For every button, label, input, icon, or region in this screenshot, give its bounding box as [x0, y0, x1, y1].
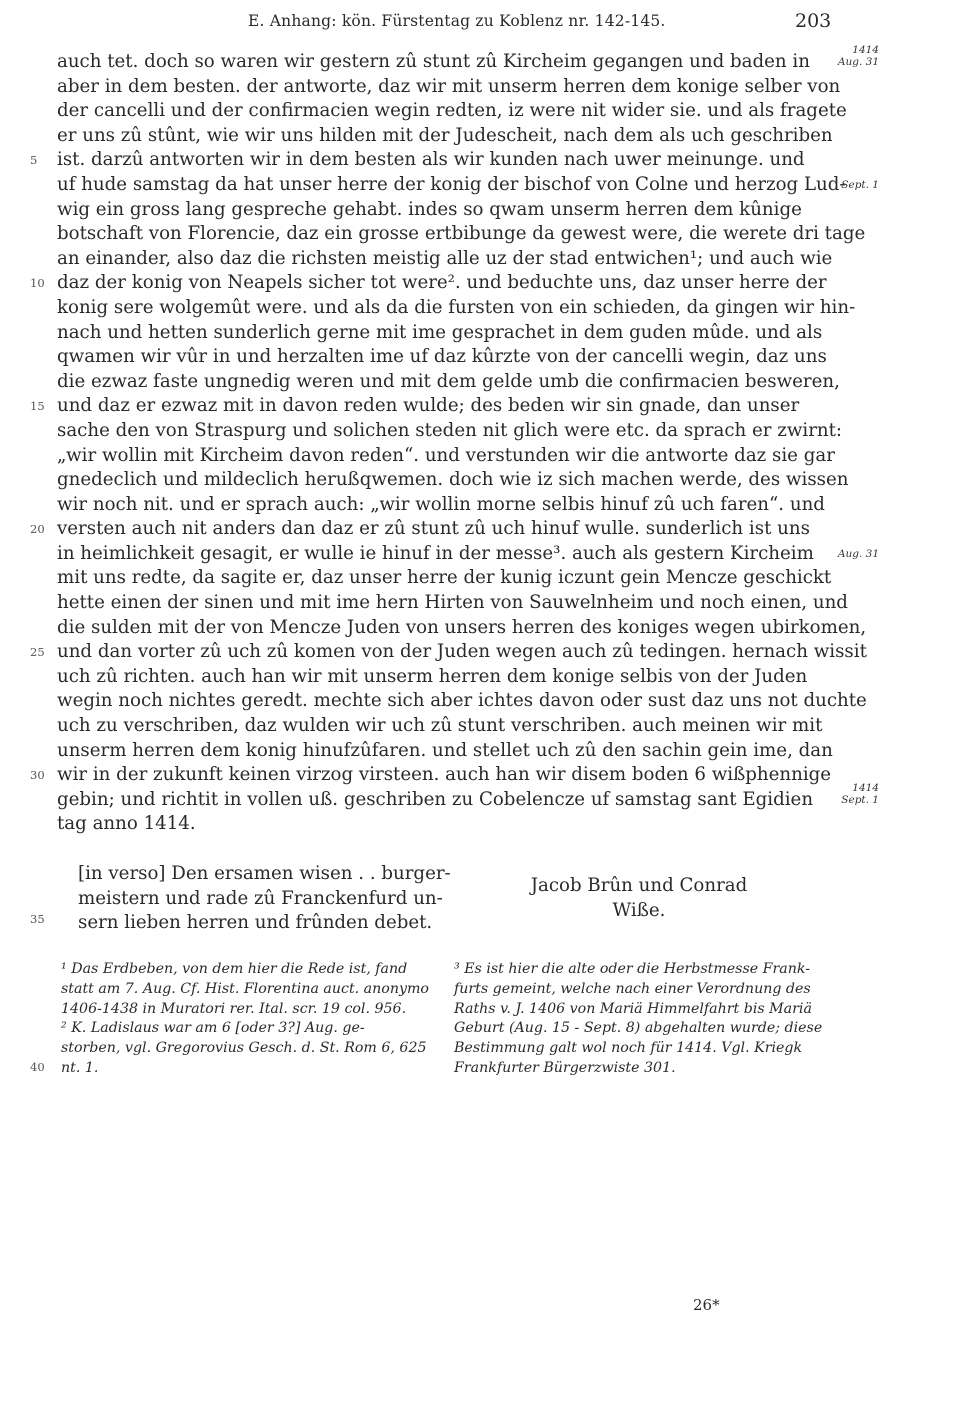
line-text: konig sere wolgemût were. und als da die fursten von ein schieden, da gingen wir hin-: [57, 296, 856, 318]
page-number: 203: [795, 10, 832, 32]
marginal-date: Aug. 31: [837, 547, 879, 560]
footnote-line: nt. 1.: [61, 1059, 99, 1076]
line-text: tag anno 1414.: [57, 813, 196, 835]
footnote-line: 1406-1438 in Muratori rer. Ital. scr. 19 col. 956.: [61, 1000, 407, 1017]
line-number: 15: [30, 399, 45, 414]
line-text: gnedeclich und mildeclich herußqwemen. doch wie iz sich machen werde, des wissen: [57, 469, 849, 491]
address-line: [in verso] Den ersamen wisen . . burger-: [78, 863, 451, 884]
running-head: E. Anhang: kön. Fürstentag zu Koblenz nr. 142-145.: [248, 12, 666, 30]
footnotes-left-column: [61, 960, 429, 1079]
text-line: [57, 247, 833, 272]
signature-block: [527, 874, 751, 923]
footnote-line: statt am 7. Aug. Cf. Hist. Florentina auct. anonymo: [61, 980, 429, 997]
text-line: [57, 419, 843, 444]
line-text: wir in der zukunft keinen virzog virsteen. auch han wir disem boden 6 wißphennige: [57, 764, 832, 786]
marginal-date: 1414 Aug. 31: [837, 44, 879, 68]
text-line: [57, 198, 827, 223]
text-line: [57, 296, 856, 321]
text-line: [57, 689, 867, 714]
text-line: [57, 812, 827, 837]
marginal-date: 1414 Sept. 1: [841, 781, 879, 806]
line-text: botschaft von Florencie, daz ein grosse ertbibunge da gewest were, die werete dri tage: [57, 223, 866, 245]
text-line: [30, 271, 827, 296]
line-text: uch zû richten. auch han wir mit unserm herren dem konige selbis von der Juden: [57, 665, 808, 687]
text-line: [30, 517, 827, 542]
line-text: die ezwaz faste ungnedig weren und mit dem gelde umb die confirmacien besweren,: [57, 370, 840, 392]
text-line: [57, 591, 848, 616]
address-line: sern lieben herren und frûnden debet.: [78, 912, 433, 934]
text-line: [57, 493, 827, 518]
line-text: qwamen wir vûr in und herzalten ime uf daz kûrzte von der cancelli wegin, daz uns: [57, 346, 827, 368]
line-number-40: 40: [30, 1060, 45, 1074]
footnotes-right-column: [454, 960, 823, 1079]
line-text: uf hude samstag da hat unser herre der konig der bischof von Colne und herzog Lud-: [57, 173, 846, 195]
text-line: [57, 739, 833, 764]
footnote-line: Bestimmung galt wol noch für 1414. Vgl. Kriegk: [454, 1040, 803, 1057]
line-text: er uns zû stûnt, wie wir uns hilden mit der Judescheit, nach dem als uch geschriben: [57, 124, 833, 146]
main-text: [30, 44, 879, 837]
marginal-date: Sept. 1: [841, 178, 879, 191]
text-line: [57, 781, 879, 813]
closing-block: [57, 862, 827, 942]
line-text: daz der konig von Neapels sicher tot were². und beduchte uns, daz unser herre der: [57, 272, 827, 294]
text-line: [57, 444, 835, 469]
footnote-line: furts gemeint, welche nach einer Verordnung des: [454, 980, 811, 997]
text-line: [57, 124, 833, 149]
line-text: die sulden mit der von Mencze Juden von unsers herren des koniges wegen ubirkomen,: [57, 616, 867, 638]
line-text: und dan vorter zû uch zû komen von der Juden wegen auch zû tedingen. hernach wissit: [57, 641, 867, 663]
line-text: und daz er ezwaz mit in davon reden wulde; des beden wir sin gnade, dan unser: [57, 395, 800, 417]
text-line: [57, 222, 866, 247]
text-line: [57, 345, 827, 370]
line-number: 25: [30, 645, 45, 660]
line-number-35: 35: [30, 912, 45, 926]
text-line: [30, 148, 827, 173]
text-line: [30, 394, 827, 419]
line-text: versten auch nit anders dan daz er zû stunt zû uch hinuf wulle. sunderlich ist uns: [57, 518, 810, 540]
line-text: mit uns redte, da sagite er, daz unser herre der kunig iczunt gein Mencze geschickt: [57, 567, 832, 589]
line-text: nach und hetten sunderlich gerne mit ime gesprachet in dem guden mûde. und als: [57, 321, 823, 343]
text-line: [57, 468, 849, 493]
line-text: aber in dem besten. der antworte, daz wir mit unserm herren dem konige selber von: [57, 75, 841, 97]
line-text: in heimlichkeit gesagit, er wulle ie hinuf in der messe³. auch als gestern Kircheim: [57, 542, 814, 564]
line-text: wegin noch nichtes geredt. mechte sich aber ichtes davon oder sust daz uns not duchte: [57, 690, 867, 712]
text-line: [57, 616, 867, 641]
line-text: auch tet. doch so waren wir gestern zû stunt zû Kircheim gegangen und baden in: [57, 51, 810, 72]
sheet-signature: 26*: [693, 1296, 720, 1314]
line-text: ist. darzû antworten wir in dem besten als wir kunden nach uwer meinunge. und: [57, 149, 805, 171]
line-text: der cancelli und der confirmacien wegin redten, iz were nit wider sie. und als fragete: [57, 100, 847, 122]
line-number: 5: [30, 153, 38, 168]
line-text: an einander, also daz die richsten meistig alle uz der stad entwichen¹; und auch wie: [57, 247, 833, 269]
line-text: wig ein gross lang gespreche gehabt. indes so qwam unserm herren dem kûnige: [57, 198, 802, 220]
address-line: meistern und rade zû Franckenfurd un-: [78, 887, 443, 909]
footnote-line: ³ Es ist hier die alte oder die Herbstmesse Frank-: [454, 961, 810, 977]
line-text: „wir wollin mit Kircheim davon reden“. und verstunden wir die antworte daz sie gar: [57, 444, 835, 466]
line-text: unserm herren dem konig hinufzûfaren. und stellet uch zû den sachin gein ime, dan: [57, 739, 833, 761]
text-line: [57, 75, 841, 100]
text-line: [57, 566, 832, 591]
footnote-line: Raths v. J. 1406 von Mariä Himmelfahrt bis Mariä: [454, 1000, 812, 1017]
footnote-line: ¹ Das Erdbeben, von dem hier die Rede ist, fand: [61, 961, 408, 977]
line-text: wir noch nit. und er sprach auch: „wir wollin morne selbis hinuf zû uch faren“. und: [57, 493, 825, 515]
signature-line: Wiße.: [612, 899, 666, 921]
text-line: [57, 370, 840, 395]
line-text: gebin; und richtit in vollen uß. geschriben zu Cobelencze uf samstag sant Egidien: [57, 788, 814, 810]
signature-line: Jacob Brûn und Conrad: [530, 875, 748, 896]
line-text: sache den von Straspurg und solichen steden nit glich were etc. da sprach er zwirnt:: [57, 419, 843, 441]
line-number: 20: [30, 522, 45, 537]
text-line: [57, 99, 847, 124]
footnote-line: Frankfurter Bürgerzwiste 301.: [454, 1059, 676, 1076]
line-number: 10: [30, 276, 45, 291]
line-number: 30: [30, 768, 45, 783]
text-line: [57, 321, 827, 346]
text-line: [57, 173, 879, 198]
footnote-line: storben, vgl. Gregorovius Gesch. d. St. Rom 6, 625: [61, 1040, 427, 1057]
footnote-line: Geburt (Aug. 15 - Sept. 8) abgehalten wurde; diese: [454, 1020, 823, 1037]
text-line: [57, 665, 827, 690]
text-line: [57, 714, 827, 739]
address-block: [78, 862, 451, 936]
line-text: uch zu verschriben, daz wulden wir uch zû stunt verschriben. auch meinen wir mit: [57, 715, 823, 737]
footnote-line: ² K. Ladislaus war am 6 [oder 3?] Aug. ge-: [61, 1020, 365, 1037]
text-line: [30, 763, 832, 788]
text-line: [57, 44, 879, 75]
text-line: [30, 640, 867, 665]
line-text: hette einen der sinen und mit ime hern Hirten von Sauwelnheim und noch einen, und: [57, 592, 848, 614]
text-line: [57, 542, 879, 567]
